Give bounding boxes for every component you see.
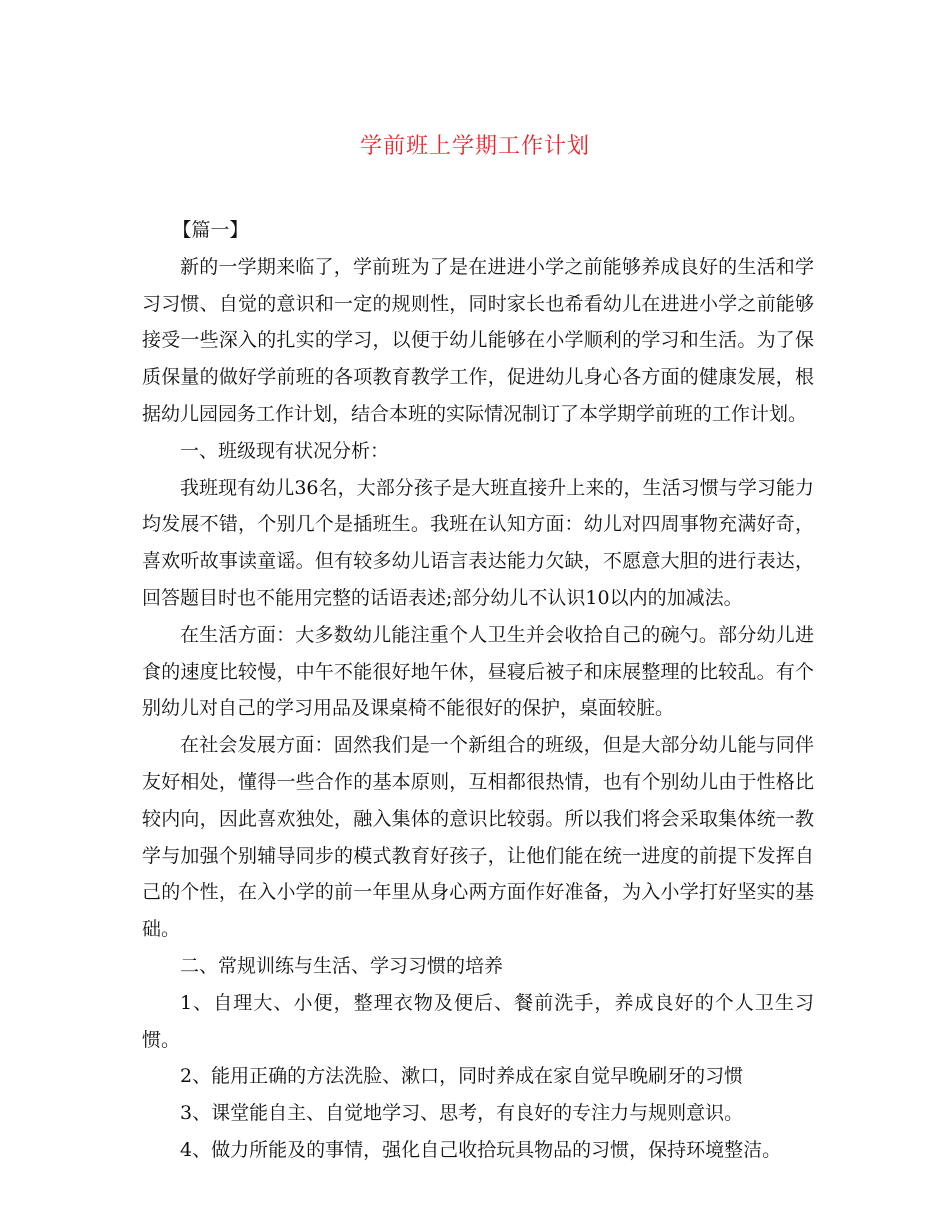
paragraph-class-status: 我班现有幼儿36名，大部分孩子是大班直接升上来的，生活习惯与学习能力均发展不错，个别几个是插班生。我班在认知方面：幼儿对四周事物充满好奇，喜欢听故事读童谣。但有较多幼儿语言表达能力欠缺，不愿意大胆的进行表达，回答题目时也不能用完整的话语表述;部分幼儿不认识10以内的加减法。 bbox=[142, 476, 814, 609]
document-title: 学前班上学期工作计划 bbox=[359, 134, 590, 159]
section-heading-2: 二、常规训练与生活、学习习惯的培养 bbox=[180, 954, 504, 977]
section-heading-1: 一、班级现有状况分析： bbox=[180, 439, 390, 462]
list-item: 2、能用正确的方法洗脸、漱口，同时养成在家自觉早晚刷牙的习惯 bbox=[180, 1065, 744, 1088]
paragraph-daily-life: 在生活方面：大多数幼儿能注重个人卫生并会收拾自己的碗勺。部分幼儿进食的速度比较慢，中午不能很好地午休，昼寝后被子和床展整理的比较乱。有个别幼儿对自己的学习用品及课桌椅不能很好的保护，桌面较脏。 bbox=[142, 623, 814, 720]
section-label: 【篇一】 bbox=[172, 219, 249, 241]
list-item: 4、做力所能及的事情，强化自己收拾玩具物品的习惯，保持环境整洁。 bbox=[180, 1138, 782, 1161]
paragraph-social-development: 在社会发展方面：固然我们是一个新组合的班级，但是大部分幼儿能与同伴友好相处，懂得一些合作的基本原则，互相都很热情，也有个别幼儿由于性格比较内向，因此喜欢独处，融入集体的意识比较弱。所以我们将会采取集体统一教学与加强个别辅导同步的模式教育好孩子，让他们能在统一进度的前提下发挥自己的个性，在入小学的前一年里从身心两方面作好准备，为入小学打好坚实的基础。 bbox=[142, 734, 814, 941]
list-item: 1、自理大、小便，整理衣物及便后、餐前洗手，养成良好的个人卫生习惯。 bbox=[142, 991, 814, 1051]
document-body bbox=[142, 212, 814, 1169]
list-item: 3、课堂能自主、自觉地学习、思考，有良好的专注力与规则意识。 bbox=[180, 1102, 744, 1125]
paragraph-intro: 新的一学期来临了，学前班为了是在进进小学之前能够养成良好的生活和学习习惯、自觉的意识和一定的规则性，同时家长也希看幼儿在进进小学之前能够接受一些深入的扎实的学习，以便于幼儿能够在小学顺利的学习和生活。为了保质保量的做好学前班的各项教育教学工作，促进幼儿身心各方面的健康发展，根据幼儿园园务工作计划，结合本班的实际情况制订了本学期学前班的工作计划。 bbox=[142, 255, 814, 425]
